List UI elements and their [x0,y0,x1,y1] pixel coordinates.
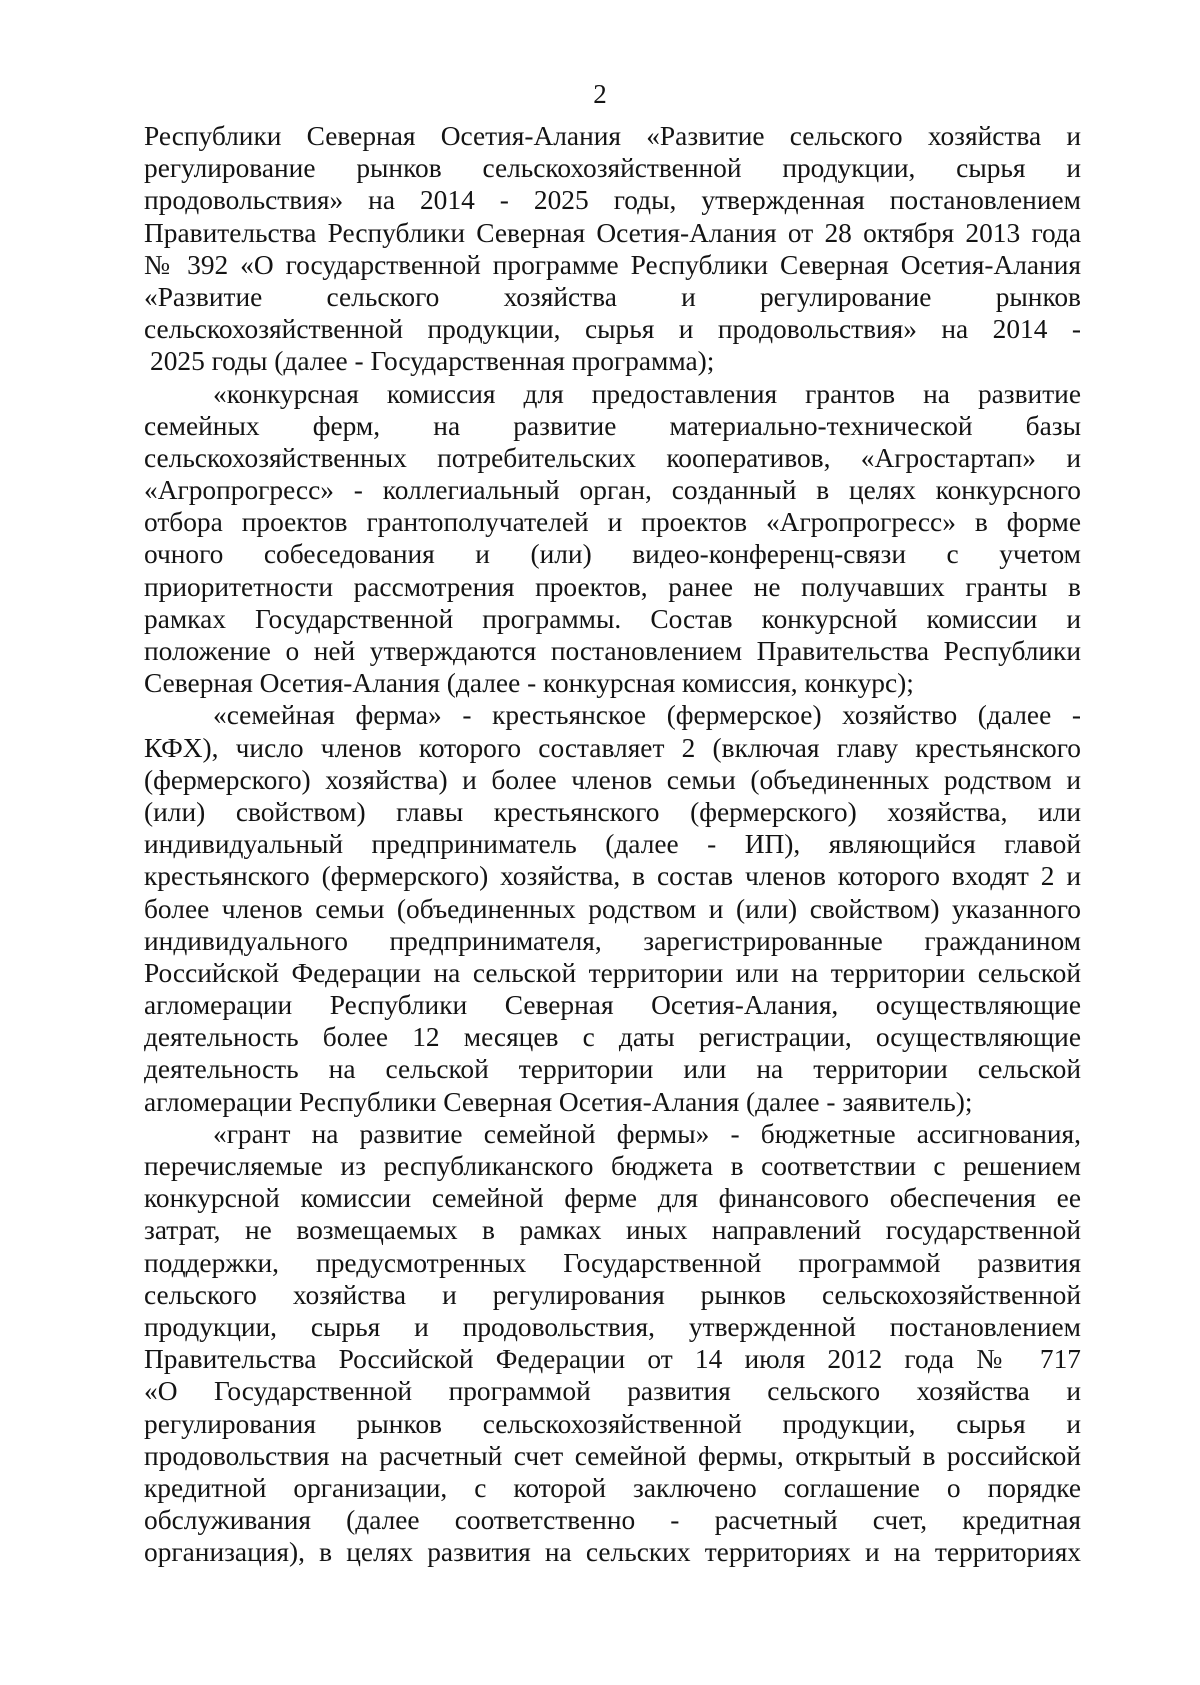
text-line: более членов семьи (объединенных родством и (или) свойством) указанного [144,893,1081,924]
text-line: Республики Северная Осетия-Алания «Развитие сельского хозяйства и [144,121,1081,151]
text-line: Правительства Российской Федерации от 14 июля 2012 года № 717 [144,1344,1081,1375]
text-line: Российской Федерации на сельской территории или на территории сельской [144,957,1081,988]
text-line: «конкурсная комиссия для предоставления грантов на развитие [213,378,1081,409]
text-line: «семейная ферма» - крестьянское (фермерское) хозяйство (далее - [213,700,1081,731]
text-line: «Агропрогресс» - коллегиальный орган, созданный в целях конкурсного [144,475,1081,506]
text-line: кредитной организации, с которой заключено соглашение о порядке [144,1472,1081,1503]
text-line: 2025 годы (далее - Государственная программа); [150,346,715,377]
text-line: Северная Осетия-Алания (далее - конкурсная комиссия, конкурс); [144,668,914,699]
text-line: приоритетности рассмотрения проектов, ранее не получавших гранты в [144,571,1081,602]
text-line: сельскохозяйственной продукции, сырья и продовольствия» на 2014 - [144,314,1081,345]
text-line: индивидуального предпринимателя, зарегистрированные гражданином [144,925,1081,956]
text-line: КФХ), число членов которого составляет 2 (включая главу крестьянского [144,732,1081,763]
text-line: агломерации Республики Северная Осетия-Алания, осуществляющие [144,990,1081,1021]
page-number: 2 [593,79,607,109]
text-line: сельского хозяйства и регулирования рынков сельскохозяйственной [144,1279,1081,1310]
text-line: сельскохозяйственных потребительских кооперативов, «Агростартап» и [144,442,1081,473]
text-line: продовольствия на расчетный счет семейной фермы, открытый в российской [144,1440,1081,1471]
text-line: очного собеседования и (или) видео-конференц-связи с учетом [144,539,1081,570]
text-line: индивидуальный предприниматель (далее - ИП), являющийся главой [144,829,1081,860]
text-line: регулирования рынков сельскохозяйственной продукции, сырья и [144,1408,1081,1439]
text-line: конкурсной комиссии семейной ферме для финансового обеспечения ее [144,1183,1081,1214]
paragraph-family-farm-grant [144,1118,1081,1569]
paragraph-competition-commission [144,378,1081,700]
text-line: затрат, не возмещаемых в рамках иных направлений государственной [144,1215,1081,1246]
text-line: отбора проектов грантополучателей и проектов «Агропрогресс» в форме [144,507,1081,538]
text-line: № 392 «О государственной программе Республики Северная Осетия-Алания [144,249,1081,280]
text-line: поддержки, предусмотренных Государственной программой развития [144,1247,1081,1278]
text-line: перечисляемые из республиканского бюджета в соответствии с решением [144,1151,1081,1181]
text-line: продовольствия» на 2014 - 2025 годы, утвержденная постановлением [144,185,1081,216]
text-line: регулирование рынков сельскохозяйственной продукции, сырья и [144,153,1081,184]
text-line: (фермерского) хозяйства) и более членов семьи (объединенных родством и [144,764,1081,795]
text-line: организация), в целях развития на сельских территориях и на территориях [144,1537,1081,1568]
text-line: деятельность на сельской территории или на территории сельской [144,1054,1081,1085]
text-line: «грант на развитие семейной фермы» - бюджетные ассигнования, [213,1118,1081,1149]
text-line: семейных ферм, на развитие материально-технической базы [144,410,1081,441]
text-line: деятельность более 12 месяцев с даты регистрации, осуществляющие [144,1022,1081,1053]
paragraph-family-farm [144,699,1081,1117]
text-line: агломерации Республики Северная Осетия-Алания (далее - заявитель); [144,1086,973,1117]
text-line: «Развитие сельского хозяйства и регулирование рынков [144,281,1081,312]
text-line: продукции, сырья и продовольствия, утвержденной постановлением [144,1311,1081,1342]
text-line: рамках Государственной программы. Состав конкурсной комиссии и [144,603,1081,634]
paragraph-program-definition [144,120,1081,378]
text-line: положение о ней утверждаются постановлением Правительства Республики [144,636,1081,666]
text-line: крестьянского (фермерского) хозяйства, в состав членов которого входят 2 и [144,861,1081,892]
text-line: (или) свойством) главы крестьянского (фермерского) хозяйства, или [144,796,1081,827]
document-body [144,120,1081,1568]
text-line: Правительства Республики Северная Осетия-Алания от 28 октября 2013 года [144,217,1081,248]
text-line: обслуживания (далее соответственно - расчетный счет, кредитная [144,1505,1081,1536]
text-line: «О Государственной программой развития сельского хозяйства и [144,1376,1081,1407]
